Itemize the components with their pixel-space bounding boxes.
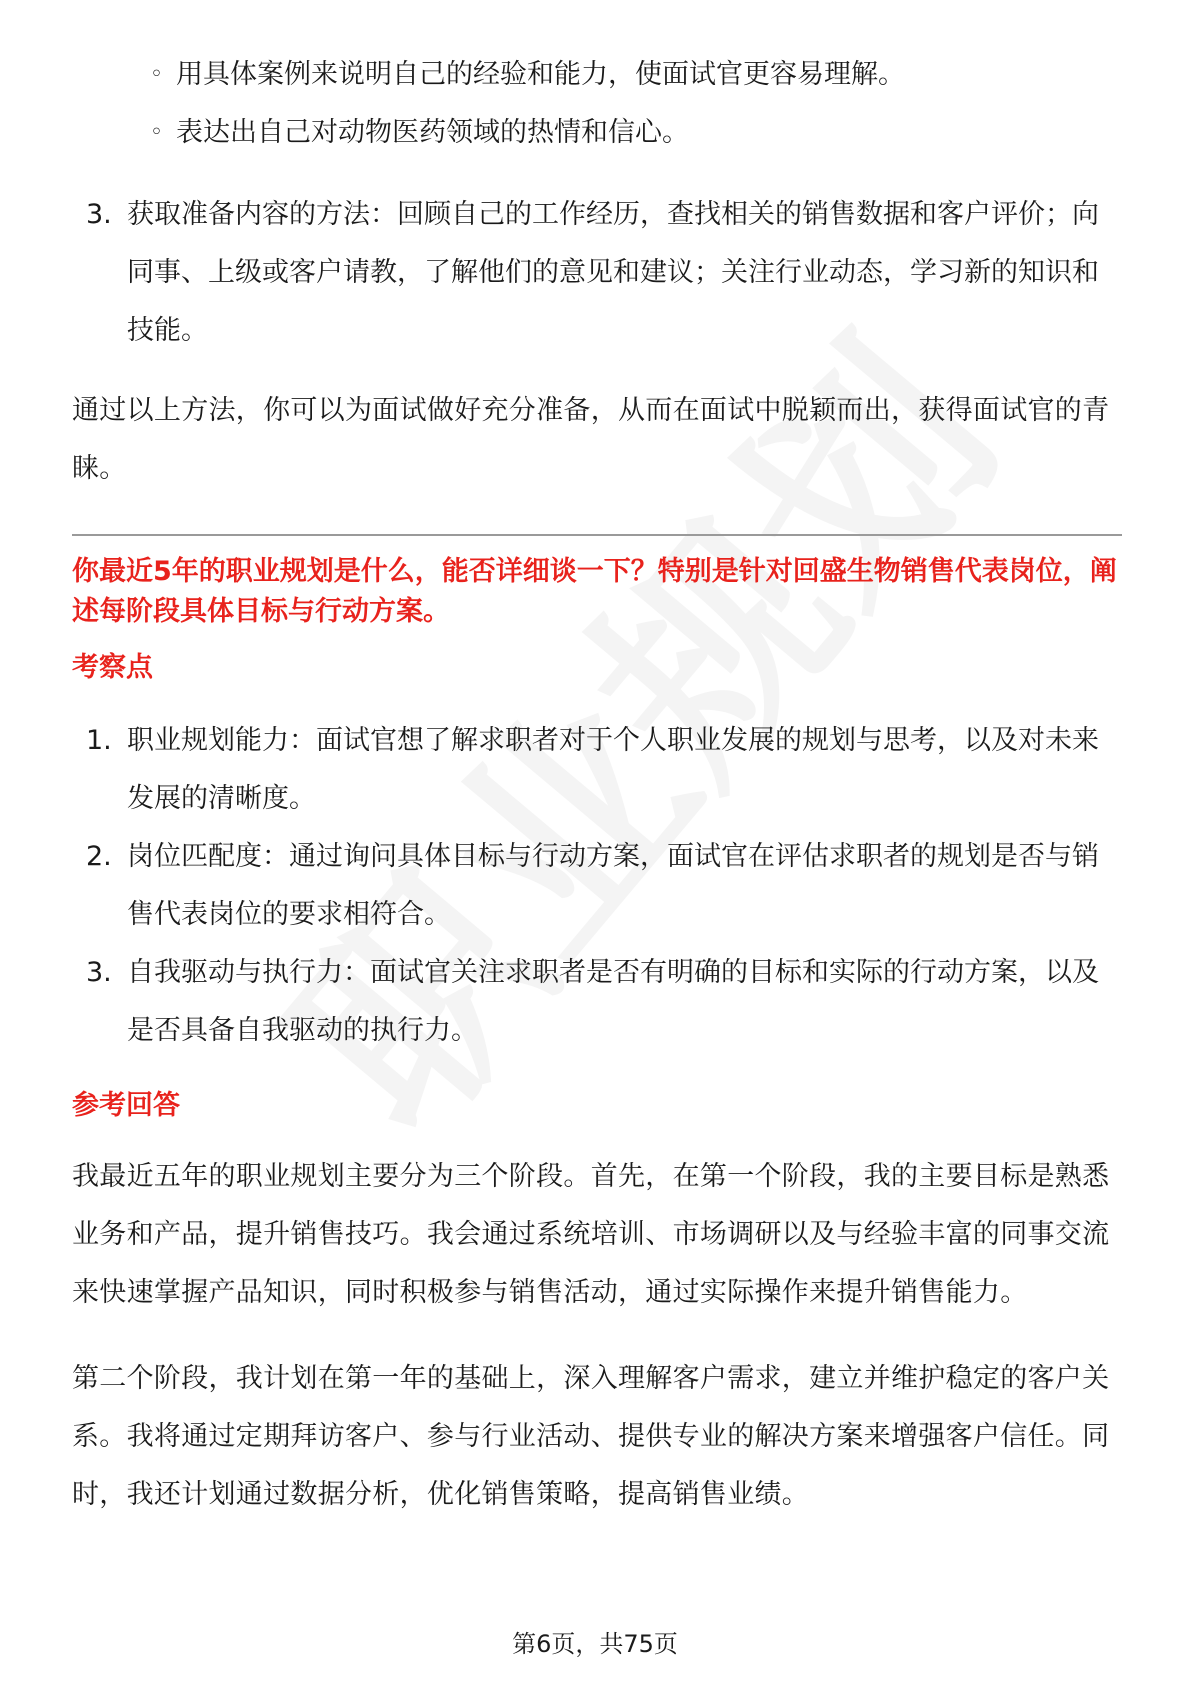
focus-heading: 考察点 (72, 652, 153, 683)
list-item (72, 944, 1122, 1060)
hollow-bullet-icon: ◦ (150, 62, 163, 87)
list-number: 2. (86, 841, 112, 872)
page-content (72, 46, 1122, 1524)
list-number: 3. (86, 199, 112, 230)
sub-bullet-text: 表达出自己对动物医药领域的热情和信心。 (176, 117, 689, 148)
answer-heading: 参考回答 (72, 1090, 180, 1121)
prep-list (72, 186, 1122, 360)
interview-question: 你最近5年的职业规划是什么，能否详细谈一下？特别是针对回盛生物销售代表岗位，阐述每阶段具体目标与行动方案。 (72, 556, 1117, 627)
focus-list (72, 712, 1122, 1060)
list-item-text: 职业规划能力：面试官想了解求职者对于个人职业发展的规划与思考，以及对未来发展的清晰度。 (127, 725, 1099, 814)
list-number: 3. (86, 957, 112, 988)
summary-paragraph: 通过以上方法，你可以为面试做好充分准备，从而在面试中脱颖而出，获得面试官的青睐。 (72, 395, 1110, 484)
list-item (72, 712, 1122, 828)
sub-bullet-list (72, 46, 1122, 162)
answer-paragraph: 第二个阶段，我计划在第一年的基础上，深入理解客户需求，建立并维护稳定的客户关系。我将通过定期拜访客户、参与行业活动、提供专业的解决方案来增强客户信任。同时，我还计划通过数据分析，优化销售策略，提高销售业绩。 (72, 1363, 1110, 1510)
list-item (72, 186, 1122, 360)
list-item-text: 岗位匹配度：通过询问具体目标与行动方案，面试官在评估求职者的规划是否与销售代表岗位的要求相符合。 (127, 841, 1099, 930)
page-footer (0, 1624, 1190, 1659)
list-item-text: 自我驱动与执行力：面试官关注求职者是否有明确的目标和实际的行动方案，以及是否具备自我驱动的执行力。 (127, 957, 1099, 1046)
sub-bullet-item (72, 104, 1122, 162)
page-number: 第6页，共75页 (512, 1630, 678, 1658)
answer-paragraph: 我最近五年的职业规划主要分为三个阶段。首先，在第一个阶段，我的主要目标是熟悉业务和产品，提升销售技巧。我会通过系统培训、市场调研以及与经验丰富的同事交流来快速掌握产品知识，同时积极参与销售活动，通过实际操作来提升销售能力。 (72, 1161, 1110, 1308)
sub-bullet-item (72, 46, 1122, 104)
list-number: 1. (86, 725, 112, 756)
hollow-bullet-icon: ◦ (150, 120, 163, 145)
list-item (72, 828, 1122, 944)
list-item-text: 获取准备内容的方法：回顾自己的工作经历，查找相关的销售数据和客户评价；向同事、上级或客户请教，了解他们的意见和建议；关注行业动态，学习新的知识和技能。 (127, 199, 1099, 346)
sub-bullet-text: 用具体案例来说明自己的经验和能力，使面试官更容易理解。 (176, 59, 905, 90)
